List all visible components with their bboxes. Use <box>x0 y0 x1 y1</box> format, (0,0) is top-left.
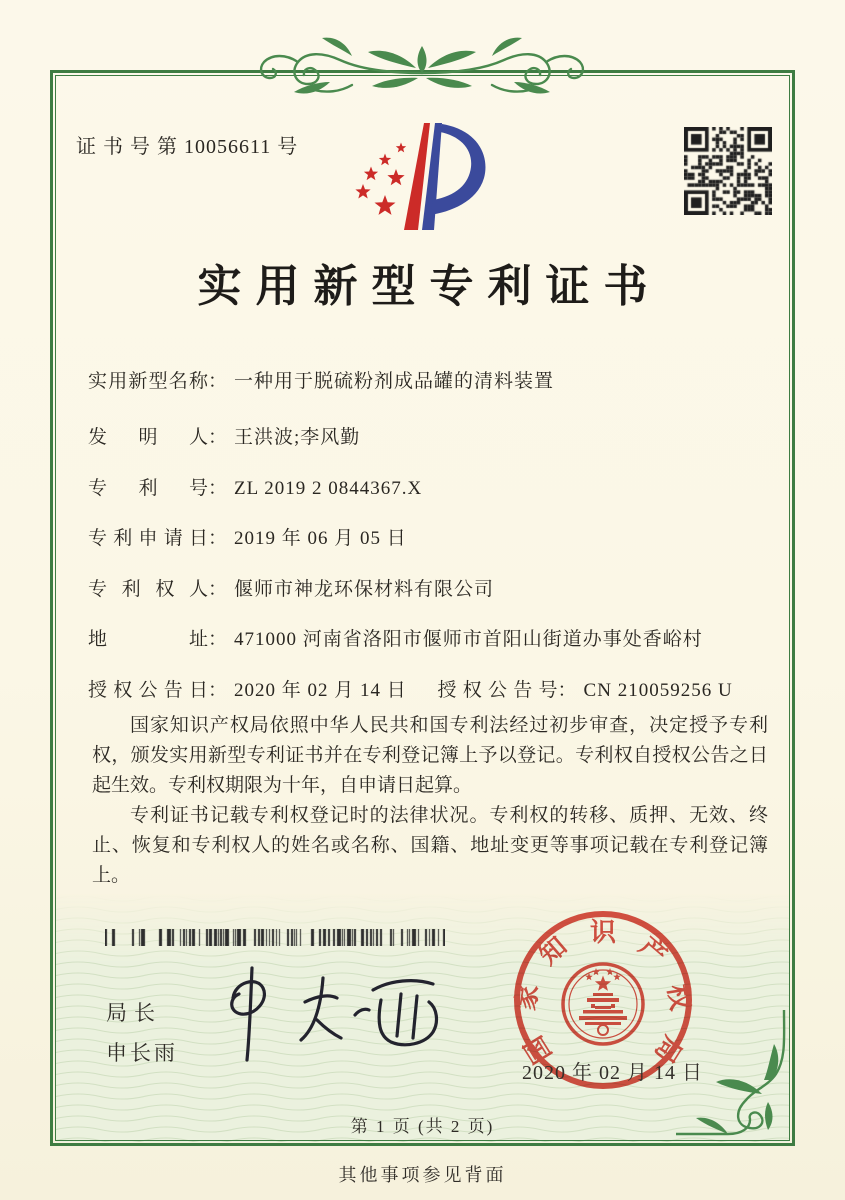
field-label: 专利权人 <box>88 579 208 600</box>
svg-text:识: 识 <box>589 918 617 947</box>
barcode <box>105 929 445 946</box>
field-row-address: 地址： 471000 河南省洛阳市偃师市首阳山街道办事处香峪村 <box>88 624 775 651</box>
seal-date: 2020 年 02 月 14 日 <box>522 1062 703 1084</box>
director-name: 申长雨 <box>106 1041 178 1065</box>
page-number: 第 1 页 (共 2 页) <box>350 1117 495 1136</box>
svg-text:产: 产 <box>633 931 673 971</box>
field-value: 2019 年 06 月 05 日 <box>234 528 407 549</box>
svg-text:权: 权 <box>662 982 695 1013</box>
field-value: 471000 河南省洛阳市偃师市首阳山街道办事处香峪村 <box>234 629 703 650</box>
legal-paragraph-2: 专利证书记载专利权登记时的法律状况。专利权的转移、质押、无效、终止、恢复和专利权人的姓名或名称、国籍、地址变更等事项记载在专利登记簿上。 <box>92 805 768 886</box>
field-value: ZL 2019 2 0844367.X <box>234 478 423 499</box>
svg-text:家: 家 <box>511 982 544 1013</box>
field-row-grant: 授权公告日： 2020 年 02 月 14 日 授权公告号： CN 210059256 U <box>88 675 775 702</box>
back-side-note: 其他事项参见背面 <box>338 1165 507 1185</box>
field-label: 实用新型名称 <box>88 371 208 392</box>
director-signature <box>205 960 465 1067</box>
field-value: 一种用于脱硫粉剂成品罐的清料装置 <box>234 371 555 392</box>
field-label: 专利号 <box>88 478 208 499</box>
svg-text:局: 局 <box>648 1030 688 1069</box>
svg-text:知: 知 <box>533 931 573 971</box>
certificate-title: 实用新型专利证书 <box>197 262 662 311</box>
field-value: 王洪波;李风勤 <box>234 427 361 448</box>
cnipa-logo <box>338 112 498 237</box>
field-row-name: 实用新型名称： 一种用于脱硫粉剂成品罐的清料装置 <box>88 366 775 393</box>
grant-date-value: 2020 年 02 月 14 日 <box>234 680 407 701</box>
field-value: 偃师市神龙环保材料有限公司 <box>234 579 495 600</box>
field-row-inventor: 发明人： 王洪波;李风勤 <box>88 422 775 449</box>
certificate-number: 证 书 号 第 10056611 号 <box>76 136 299 158</box>
national-emblem-icon <box>563 964 643 1044</box>
grant-date-label: 授权公告日 <box>88 680 208 701</box>
top-scroll-ornament-icon <box>202 30 642 115</box>
grant-no-label: 授权公告号 <box>437 680 558 701</box>
grant-no-value: CN 210059256 U <box>583 680 733 701</box>
field-label: 地址 <box>88 629 208 650</box>
field-row-patent-no: 专利号： ZL 2019 2 0844367.X <box>88 473 775 500</box>
director-title: 局长 <box>106 1001 162 1025</box>
field-row-patentee: 专利权人： 偃师市神龙环保材料有限公司 <box>88 574 775 601</box>
field-row-filing-date: 专利申请日： 2019 年 06 月 05 日 <box>88 523 775 550</box>
legal-text <box>92 711 768 891</box>
legal-paragraph-1: 国家知识产权局依照中华人民共和国专利法经过初步审查，决定授予专利权，颁发实用新型专利证书并在专利登记簿上予以登记。专利权自授权公告之日起生效。专利权期限为十年，自申请日起算。 <box>92 715 768 796</box>
field-label: 发明人 <box>88 427 208 448</box>
qr-code <box>684 127 772 215</box>
field-label: 专利申请日 <box>88 528 208 549</box>
svg-text:国: 国 <box>518 1030 558 1069</box>
